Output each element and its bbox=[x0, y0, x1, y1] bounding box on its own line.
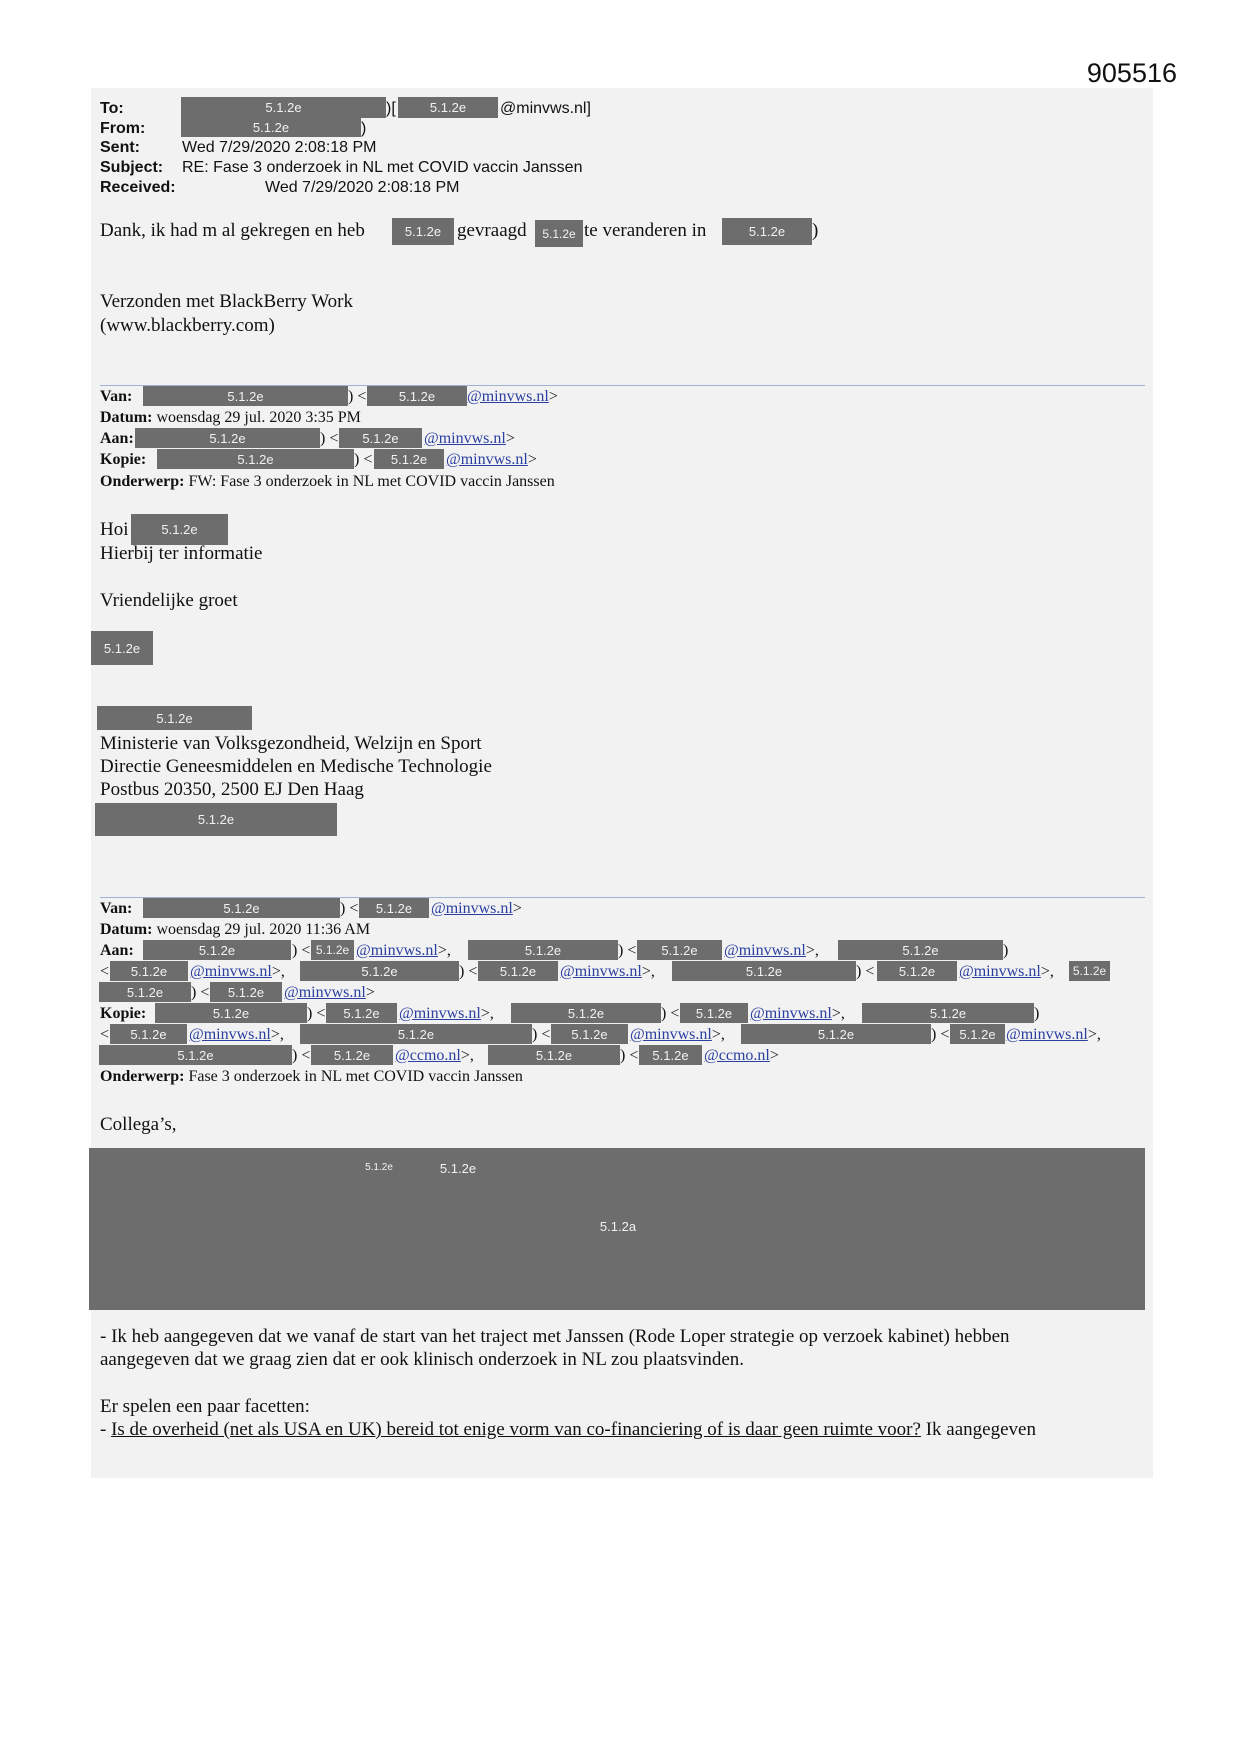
redaction-box: 5.1.2e bbox=[1069, 961, 1110, 981]
bracket: ) < bbox=[661, 1005, 680, 1022]
redaction-box: 5.1.2e bbox=[359, 898, 429, 918]
from-suffix: ) bbox=[361, 120, 367, 137]
onderwerp-value: Fase 3 onderzoek in NL met COVID vaccin Janssen bbox=[188, 1068, 523, 1085]
info-line: Hierbij ter informatie bbox=[100, 543, 263, 564]
signature-line-1: Verzonden met BlackBerry Work bbox=[100, 291, 353, 312]
bracket: ) < bbox=[191, 984, 210, 1001]
reply-text-c: te veranderen in bbox=[584, 220, 707, 241]
msg2-kopie-row bbox=[100, 1004, 146, 1024]
received-label: Received: bbox=[100, 179, 176, 196]
redaction-box: 5.1.2e bbox=[478, 961, 558, 981]
bracket: < bbox=[100, 963, 110, 980]
redaction-box: 5.1.2e bbox=[300, 1024, 532, 1044]
aan-label: Aan: bbox=[100, 942, 134, 959]
email-link[interactable]: @minvws.nl>, bbox=[560, 963, 655, 980]
onderwerp-value: FW: Fase 3 onderzoek in NL met COVID vaccin Janssen bbox=[188, 473, 555, 490]
redaction-box: 5.1.2e bbox=[637, 940, 722, 960]
bracket: ) < bbox=[292, 1047, 311, 1064]
email-link[interactable]: @minvws.nl>, bbox=[190, 963, 285, 980]
document-number: 905516 bbox=[1086, 58, 1177, 88]
reply-text-a: Dank, ik had m al gekregen en heb bbox=[100, 220, 365, 241]
header-from-row bbox=[100, 120, 145, 138]
msg2-onderwerp-row bbox=[100, 1067, 523, 1087]
redaction-box: 5.1.2e bbox=[181, 118, 361, 137]
header-subject-row bbox=[100, 159, 582, 177]
paragraph-1-line-2: aangegeven dat we graag zien dat er ook klinisch onderzoek in NL zou plaatsvinden. bbox=[100, 1349, 744, 1370]
sent-label: Sent: bbox=[100, 139, 140, 156]
msg1-van-row bbox=[100, 387, 132, 407]
email-link[interactable]: @minvws.nl>, bbox=[630, 1026, 725, 1043]
redaction-box: 5.1.2e bbox=[672, 961, 856, 981]
msg1-onderwerp-row bbox=[100, 472, 555, 492]
sent-value: Wed 7/29/2020 2:08:18 PM bbox=[182, 139, 377, 156]
redaction-box: 5.1.2e bbox=[551, 1024, 628, 1044]
bracket: ) < bbox=[618, 942, 637, 959]
msg1-aan-row bbox=[100, 429, 134, 449]
org-line-3: Postbus 20350, 2500 EJ Den Haag bbox=[100, 779, 364, 800]
salutation: Collega’s, bbox=[100, 1114, 177, 1135]
regards-line: Vriendelijke groet bbox=[100, 590, 238, 611]
datum-label: Datum: bbox=[100, 409, 153, 426]
aan-label: Aan: bbox=[100, 430, 134, 447]
email-link[interactable]: @minvws.nl> bbox=[424, 430, 515, 447]
bracket: ) < bbox=[459, 963, 478, 980]
email-link[interactable]: @minvws.nl>, bbox=[356, 942, 451, 959]
received-value: Wed 7/29/2020 2:08:18 PM bbox=[265, 179, 460, 196]
redaction-box: 5.1.2e bbox=[374, 449, 444, 469]
org-line-2: Directie Geneesmiddelen en Medische Technologie bbox=[100, 756, 492, 777]
kopie-label: Kopie: bbox=[100, 451, 147, 468]
redaction-box: 5.1.2e bbox=[392, 218, 454, 245]
subject-label: Subject: bbox=[100, 159, 164, 176]
email-link[interactable]: @minvws.nl> bbox=[284, 984, 375, 1001]
redaction-box: 5.1.2e bbox=[488, 1045, 620, 1065]
email-link[interactable]: @minvws.nl>, bbox=[959, 963, 1054, 980]
bracket: ) < bbox=[307, 1005, 326, 1022]
redaction-box: 5.1.2e bbox=[311, 1045, 393, 1065]
redaction-box: 5.1.2e bbox=[99, 982, 191, 1002]
msg2-datum-row bbox=[100, 920, 370, 940]
redaction-box: 5.1.2e bbox=[131, 514, 228, 545]
redaction-box: 5.1.2e bbox=[535, 220, 583, 247]
redaction-box: 5.1.2e bbox=[511, 1003, 661, 1023]
redaction-box: 5.1.2e bbox=[838, 940, 1003, 960]
reply-text-d: ) bbox=[812, 220, 819, 241]
email-link[interactable]: @minvws.nl> bbox=[467, 388, 558, 405]
bracket: ) < bbox=[532, 1026, 551, 1043]
header-to-row bbox=[100, 100, 124, 118]
org-line-1: Ministerie van Volksgezondheid, Welzijn en Sport bbox=[100, 733, 482, 754]
email-link[interactable]: @minvws.nl> bbox=[446, 451, 537, 468]
email-link[interactable]: @ccmo.nl>, bbox=[395, 1047, 474, 1064]
datum-value: woensdag 29 jul. 2020 11:36 AM bbox=[156, 921, 371, 938]
paren: ) bbox=[1034, 1005, 1040, 1022]
to-domain: @minvws.nl] bbox=[500, 100, 591, 117]
redaction-tag: 5.1.2a bbox=[599, 1218, 637, 1234]
email-link[interactable]: @minvws.nl>, bbox=[750, 1005, 845, 1022]
header-sent-row bbox=[100, 139, 377, 157]
redaction-box: 5.1.2e bbox=[339, 428, 422, 448]
msg1-datum-row bbox=[100, 408, 361, 428]
subject-value: RE: Fase 3 onderzoek in NL met COVID vaccin Janssen bbox=[182, 159, 583, 176]
redaction-box: 5.1.2e bbox=[680, 1003, 748, 1023]
redaction-box: 5.1.2e bbox=[157, 449, 354, 469]
paragraph-3: - Is de overheid (net als USA en UK) bereid tot enige vorm van co-financiering of is daar geen ruimte voor? Ik aangegeven bbox=[100, 1419, 1036, 1440]
redaction-box: 5.1.2e bbox=[300, 961, 459, 981]
bracket: ) < bbox=[931, 1026, 950, 1043]
redaction-box: 5.1.2e bbox=[97, 706, 252, 730]
from-label: From: bbox=[100, 120, 146, 137]
redaction-box: 5.1.2e bbox=[181, 97, 386, 118]
redaction-box: 5.1.2e bbox=[155, 1003, 307, 1023]
redaction-box: 5.1.2e bbox=[210, 982, 282, 1002]
redaction-box: 5.1.2e bbox=[135, 428, 320, 448]
bracket: ) < bbox=[292, 942, 311, 959]
redaction-tag: 5.1.2e bbox=[365, 1162, 393, 1173]
van-label: Van: bbox=[100, 388, 133, 405]
redaction-box: 5.1.2e bbox=[311, 940, 354, 960]
bracket: ) < bbox=[340, 900, 359, 917]
datum-label: Datum: bbox=[100, 921, 153, 938]
bracket: < bbox=[100, 1026, 110, 1043]
redaction-box: 5.1.2e bbox=[639, 1045, 702, 1065]
bracket: ) < bbox=[354, 451, 373, 468]
redaction-box: 5.1.2e bbox=[326, 1003, 397, 1023]
redaction-box: 5.1.2e bbox=[95, 803, 337, 836]
redaction-box: 5.1.2e bbox=[367, 386, 467, 406]
redaction-box: 5.1.2e bbox=[877, 961, 957, 981]
email-link[interactable]: @minvws.nl>, bbox=[189, 1026, 284, 1043]
paren: ) bbox=[1003, 942, 1009, 959]
redaction-box: 5.1.2e bbox=[99, 1045, 292, 1065]
msg1-kopie-row bbox=[100, 450, 146, 470]
redaction-box: 5.1.2e bbox=[91, 631, 153, 665]
email-link[interactable]: @minvws.nl>, bbox=[724, 942, 819, 959]
redaction-tag: 5.1.2e bbox=[439, 1160, 477, 1176]
redaction-box: 5.1.2e bbox=[143, 940, 291, 960]
redaction-box: 5.1.2e bbox=[862, 1003, 1034, 1023]
redaction-box: 5.1.2e bbox=[110, 961, 188, 981]
redaction-box: 5.1.2e bbox=[950, 1024, 1005, 1044]
email-link[interactable]: @ccmo.nl> bbox=[704, 1047, 779, 1064]
reply-text-b: gevraagd bbox=[457, 220, 527, 241]
redaction-box: 5.1.2e bbox=[398, 97, 498, 118]
email-link[interactable]: @minvws.nl>, bbox=[399, 1005, 494, 1022]
email-link[interactable]: @minvws.nl> bbox=[431, 900, 522, 917]
bracket: ) < bbox=[620, 1047, 639, 1064]
redaction-box: 5.1.2e bbox=[110, 1024, 187, 1044]
to-label: To: bbox=[100, 100, 124, 117]
onderwerp-label: Onderwerp: bbox=[100, 473, 185, 490]
underlined-question: Is de overheid (net als USA en UK) bereid tot enige vorm van co-financiering of is daar geen ruimte voor? bbox=[111, 1419, 921, 1440]
bracket: ) < bbox=[348, 388, 367, 405]
bracket: ) < bbox=[320, 430, 339, 447]
bracket: ) < bbox=[856, 963, 875, 980]
paragraph-1-line-1: - Ik heb aangegeven dat we vanaf de start van het traject met Janssen (Rode Loper strategie op verzoek kabinet) hebben bbox=[100, 1326, 1010, 1347]
redaction-box: 5.1.2e bbox=[143, 386, 348, 406]
onderwerp-label: Onderwerp: bbox=[100, 1068, 185, 1085]
redaction-box: 5.1.2e bbox=[722, 218, 812, 245]
datum-value: woensdag 29 jul. 2020 3:35 PM bbox=[156, 409, 361, 426]
greeting: Hoi bbox=[100, 519, 129, 540]
header-received-row bbox=[100, 179, 460, 197]
kopie-label: Kopie: bbox=[100, 1005, 147, 1022]
signature-line-2: (www.blackberry.com) bbox=[100, 315, 275, 336]
redaction-box: 5.1.2e bbox=[468, 940, 618, 960]
msg2-aan-row bbox=[100, 941, 134, 961]
redaction-box: 5.1.2e bbox=[143, 898, 340, 918]
to-separator: )[ bbox=[386, 100, 396, 117]
msg2-van-row bbox=[100, 899, 132, 919]
email-link[interactable]: @minvws.nl>, bbox=[1006, 1026, 1101, 1043]
paragraph-2: Er spelen een paar facetten: bbox=[100, 1396, 310, 1417]
redaction-box: 5.1.2e bbox=[741, 1024, 931, 1044]
van-label: Van: bbox=[100, 900, 133, 917]
